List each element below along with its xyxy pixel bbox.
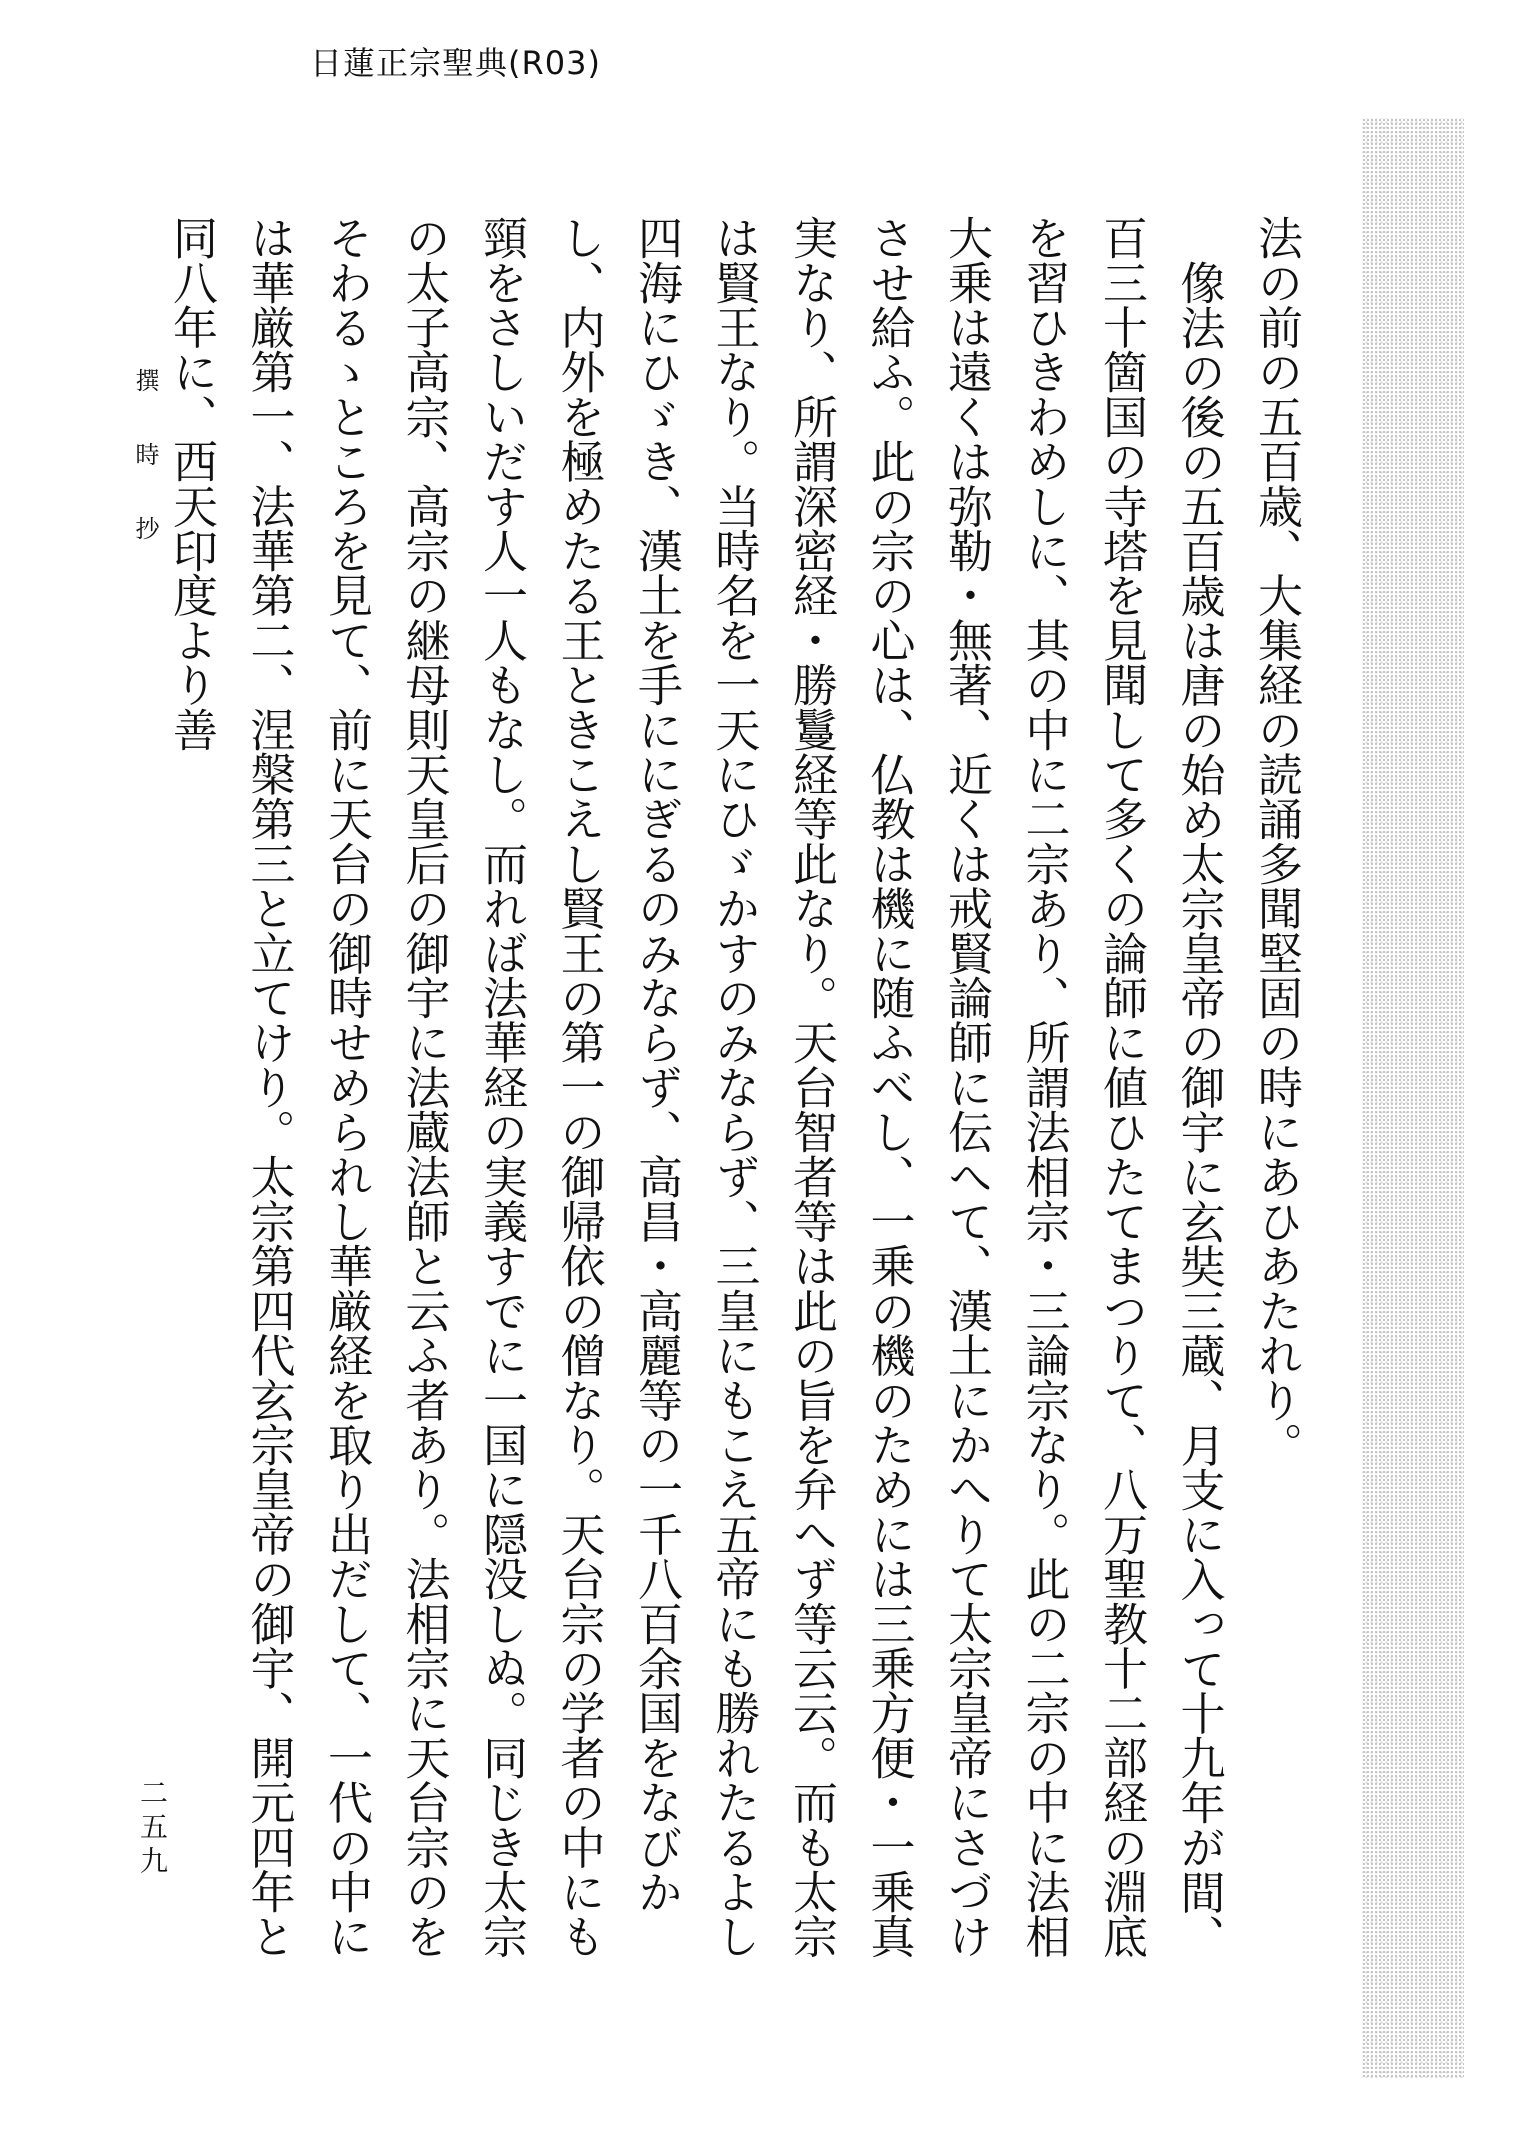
page-header-title: 日蓮正宗聖典(R03) — [310, 44, 601, 82]
page-number: 二五九 — [136, 1778, 169, 1880]
main-text-body — [165, 215, 1315, 1965]
text-paragraph: 法の前の五百歳、大集経の読誦多聞堅固の時にあひあたれり。 — [1250, 215, 1303, 1467]
running-title: 撰時抄 — [131, 368, 159, 590]
text-paragraph: 像法の後の五百歳は唐の始め太宗皇帝の御宇に玄奘三蔵、月支に入って十九年が間、百三十箇国の寺塔を見聞して多くの論師に値ひたてまつりて、八万聖教十二部経の淵底を習ひきわめしに、其の中に二宗あり、所謂法相宗・三論宗なり。此の二宗の中に法相大乗は遠くは弥勒・無著、近くは戒賢論師に伝へて、漢土にかへりて太宗皇帝にさづけさせ給ふ。此の宗の心は、仏教は機に随ふべし、一乗の機のためには三乗方便・一乗真実なり、所謂深密経・勝鬘経等此なり。天台智者等は此の旨を弁へず等云云。而も太宗は賢王なり。当時名を一天にひゞかすのみならず、三皇にもこえ五帝にも勝れたるよし四海にひゞき、漢土を手ににぎるのみならず、高昌・高麗等の一千八百余国をなびかし、内外を極めたる王ときこえし賢王の第一の御帰依の僧なり。天台宗の学者の中にも頸をさしいだす人一人もなし。而れば法華経の実義すでに一国に隠没しぬ。同じき太宗の太子高宗、高宗の継母則天皇后の御宇に法蔵法師と云ふ者あり。法相宗に天台宗のをそわるゝところを見て、前に天台の御時せめられし華厳経を取り出だして、一代の中には華厳第一、法華第二、涅槃第三と立てけり。太宗第四代玄宗皇帝の御宇、開元四年と同八年に、西天印度より善 — [165, 215, 1226, 1959]
scan-margin-shading — [1362, 118, 1464, 2078]
